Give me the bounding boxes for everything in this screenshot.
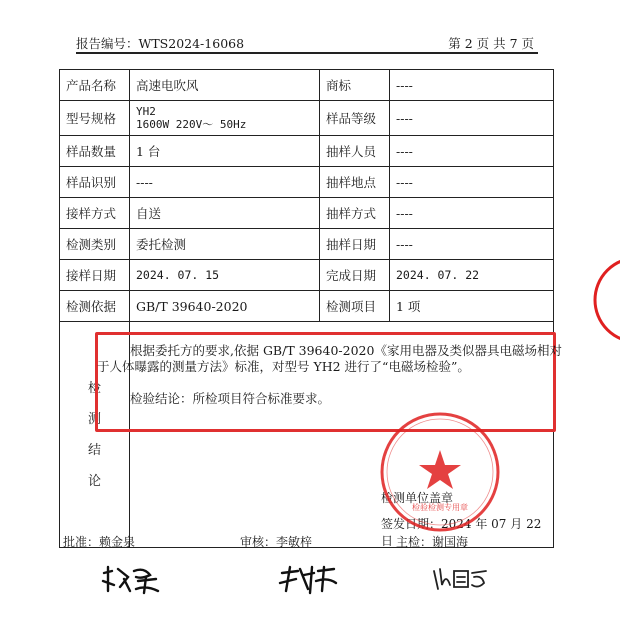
value-receive-method: 自送 (130, 198, 320, 229)
table-row (60, 136, 554, 167)
conclusion-paragraph (97, 343, 562, 375)
table-row (60, 70, 554, 101)
conclusion-label-char: 论 (87, 473, 101, 489)
report-header (76, 36, 538, 54)
value-sampler: ---- (390, 136, 554, 167)
table-row (60, 260, 554, 291)
table-row (60, 229, 554, 260)
reviewer: 审核：李敏梓 (240, 535, 313, 549)
approver: 批准：赖金泉 (63, 535, 136, 549)
table-row (60, 101, 554, 136)
table-row (60, 198, 554, 229)
label-sample-id: 样品识别 (60, 167, 130, 198)
label-product-name: 产品名称 (60, 70, 130, 101)
page-indicator: 第 2 页 共 7 页 (448, 36, 534, 51)
value-test-basis: GB/T 39640-2020 (130, 291, 320, 322)
value-complete-date: 2024. 07. 22 (390, 260, 554, 291)
partial-seal (592, 250, 620, 350)
conclusion-line-2: 于人体曝露的测量方法》标准，对型号 YH2 进行了“电磁场检验”。 (97, 359, 470, 374)
value-sampling-site: ---- (390, 167, 554, 198)
label-sampling-site: 抽样地点 (320, 167, 390, 198)
label-complete-date: 完成日期 (320, 260, 390, 291)
label-sampler: 抽样人员 (320, 136, 390, 167)
issue-date: 签发日期：2024 年 07 月 22 日 (381, 517, 542, 548)
svg-text:检验检测专用章: 检验检测专用章 (412, 503, 468, 512)
value-trademark: ---- (390, 70, 554, 101)
model-line-2: 1600W 220V～ 50Hz (136, 118, 247, 131)
label-sample-qty: 样品数量 (60, 136, 130, 167)
value-sample-id: ---- (130, 167, 320, 198)
value-test-category: 委托检测 (130, 229, 320, 260)
value-sample-grade: ---- (390, 101, 554, 136)
value-test-items: 1 项 (390, 291, 554, 322)
stamp-label: 检测单位盖章 (381, 491, 454, 505)
value-model (130, 101, 320, 136)
label-sampling-method: 抽样方式 (320, 198, 390, 229)
table-row (60, 167, 554, 198)
conclusion-label-char: 测 (87, 411, 101, 427)
signature-inspector (430, 565, 490, 593)
value-sampling-method: ---- (390, 198, 554, 229)
conclusion-label-char: 检 (87, 380, 101, 396)
model-line-1: YH2 (136, 105, 156, 118)
label-trademark: 商标 (320, 70, 390, 101)
value-sampling-date: ---- (390, 229, 554, 260)
label-receive-date: 接样日期 (60, 260, 130, 291)
value-product-name: 高速电吹风 (130, 70, 320, 101)
label-sample-grade: 样品等级 (320, 101, 390, 136)
conclusion-label-char: 结 (87, 442, 101, 458)
value-sample-qty: 1 台 (130, 136, 320, 167)
report-number: 报告编号：WTS2024-16068 (76, 36, 245, 51)
value-receive-date: 2024. 07. 15 (130, 260, 320, 291)
label-test-items: 检测项目 (320, 291, 390, 322)
conclusion-line-1: 根据委托方的要求,依据 GB/T 39640-2020《家用电器及类似器具电磁场相对 (130, 343, 562, 358)
signature-approver (100, 565, 162, 595)
label-test-basis: 检测依据 (60, 291, 130, 322)
label-model: 型号规格 (60, 101, 130, 136)
signature-reviewer (278, 565, 338, 595)
label-receive-method: 接样方式 (60, 198, 130, 229)
inspector: 主检：谢国海 (396, 535, 469, 549)
label-test-category: 检测类别 (60, 229, 130, 260)
conclusion-result: 检验结论：所检项目符合标准要求。 (130, 391, 331, 406)
official-seal (378, 410, 502, 534)
label-sampling-date: 抽样日期 (320, 229, 390, 260)
